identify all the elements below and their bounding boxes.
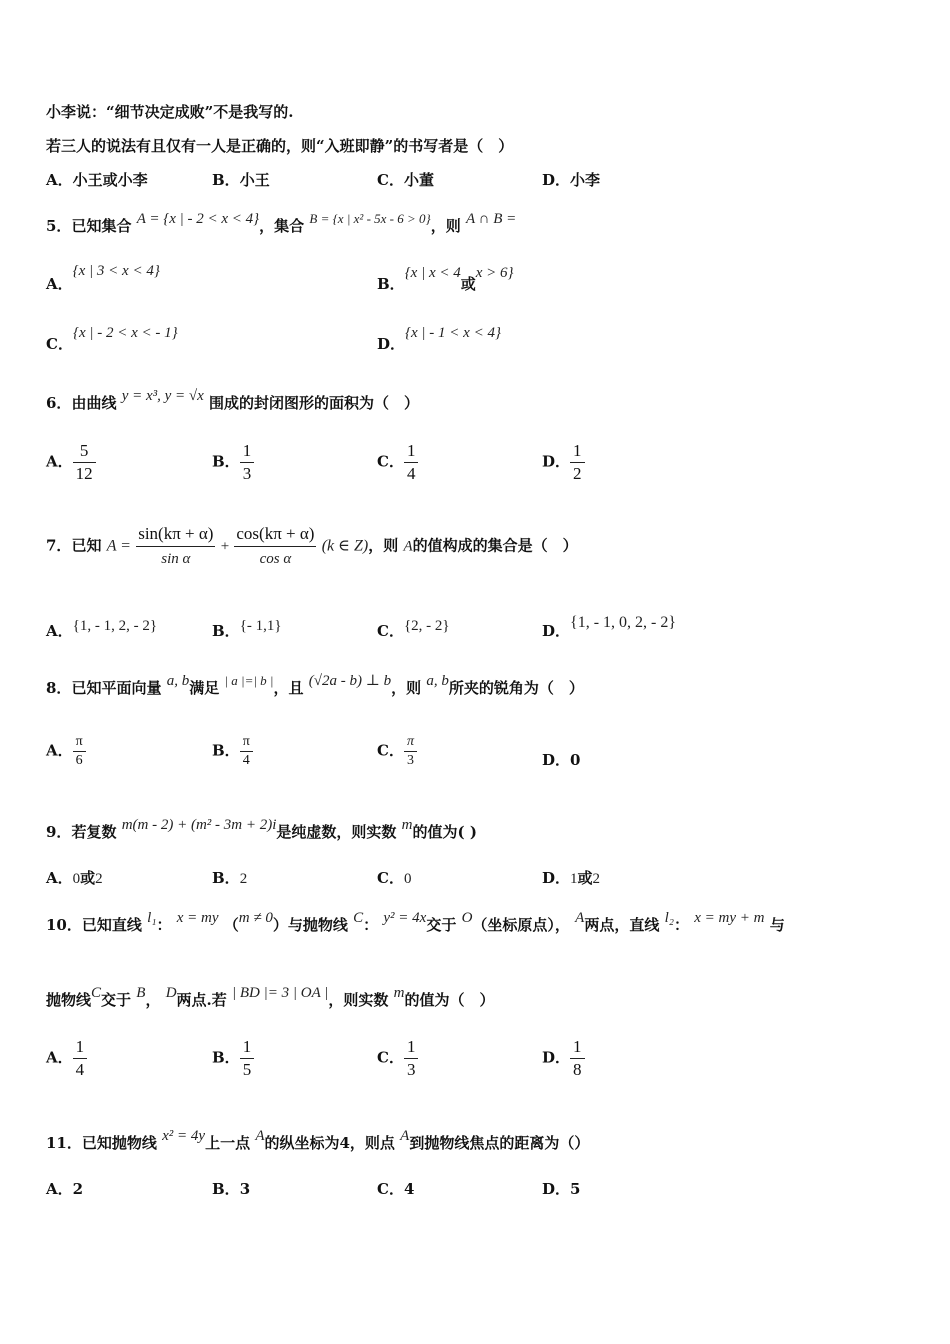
q4-option-b[interactable]: B．小王 — [212, 171, 270, 189]
q11-option-c[interactable]: C．4 — [377, 1180, 415, 1198]
q9-option-d[interactable]: D．1或2 — [542, 869, 601, 887]
q4-option-c[interactable]: C．小董 — [377, 171, 434, 189]
q4-option-d[interactable]: D．小李 — [542, 171, 601, 189]
q8-option-d[interactable]: D．0 — [542, 751, 581, 769]
q9-stem: 9．若复数 m(m - 2) + (m² - 3m + 2)i是纯虚数，则实数 m的值为( ) — [46, 817, 477, 841]
q11-option-b[interactable]: B．3 — [212, 1180, 251, 1198]
q4-statement-li: 小李说：“细节决定成败”不是我写的. — [46, 103, 294, 121]
q7-option-a[interactable]: A．{1, - 1, 2, - 2} — [46, 618, 158, 640]
q5-expr: A ∩ B = — [465, 211, 517, 227]
q11-stem: 11．已知抛物线 x² = 4y上一点 A的纵坐标为4，则点 A到抛物线焦点的距离为（） — [46, 1128, 590, 1152]
q10-option-c[interactable]: C． $\frac{1}{3}$ — [377, 1036, 418, 1081]
q6-option-a[interactable]: A． $\frac{5}{12}$ — [46, 440, 96, 485]
q4-question: 若三人的说法有且仅有一人是正确的，则“入班即静”的书写者是（ ） — [46, 137, 514, 155]
q8-option-a[interactable]: A． $\frac{\pi}{6}$ — [46, 733, 86, 770]
q4-option-a[interactable]: A．小王或小李 — [46, 171, 148, 189]
q5-option-c[interactable]: C．{x | - 2 < x < - 1} — [46, 325, 178, 353]
q10-stem-line1: 10．已知直线 l₁： x = my （m ≠ 0）与抛物线 C： y² = 4x交于 O（坐标原点）， A两点，直线 l₂： x = my + m 与 — [46, 910, 785, 934]
q9-option-a[interactable]: A．0或2 — [46, 869, 103, 887]
q7-stem: 7．已知 A = $\frac{\sin(k\pi + \alpha)}{\text{sin α}}$ + $\frac{\cos(k\pi + \alpha)}{\text{cos α}}$ (k ∈ Z)，则 A的值构成的集合是（ ） — [46, 522, 578, 571]
q5-set-a: A = {x | - 2 < x < 4} — [136, 211, 260, 227]
q8-option-c[interactable]: C． $\frac{\pi}{3}$ — [377, 733, 417, 770]
q6-stem: 6．由曲线 y = x³, y = √x 围成的封闭图形的面积为（ ） — [46, 388, 420, 412]
q8-option-b[interactable]: B． $\frac{\pi}{4}$ — [212, 733, 253, 770]
q11-option-a[interactable]: A．2 — [46, 1180, 84, 1198]
q9-option-c[interactable]: C．0 — [377, 869, 412, 887]
q5-option-b[interactable]: B．{x | x < 4或x > 6} — [377, 265, 514, 293]
q5-option-d[interactable]: D．{x | - 1 < x < 4} — [377, 325, 501, 353]
q10-stem-line2: 抛物线C交于 B， D两点.若 | BD |= 3 | OA |，则实数 m的值为（ ） — [46, 985, 495, 1009]
q11-option-d[interactable]: D．5 — [542, 1180, 581, 1198]
q7-fraction-cos: $\frac{\cos(k\pi + \alpha)}{\text{cos α}}$ — [236, 524, 315, 567]
q7-option-d[interactable]: D．{1, - 1, 0, 2, - 2} — [542, 614, 677, 640]
q10-option-a[interactable]: A． $\frac{1}{4}$ — [46, 1036, 87, 1081]
q8-stem: 8．已知平面向量 a, b满足 | a |=| b |，且 (√2a - b) ⊥ b，则 a, b所夹的锐角为（ ） — [46, 673, 584, 697]
q7-fraction-sin: $\frac{\sin(k\pi + \alpha)}{\text{sin α}}$ — [138, 524, 214, 567]
q7-option-c[interactable]: C．{2, - 2} — [377, 618, 450, 640]
q5-set-b: B = {x | x² - 5x - 6 > 0} — [309, 211, 431, 226]
q6-curves: y = x³, y = √x — [121, 388, 204, 404]
q6-option-d[interactable]: D． $\frac{1}{2}$ — [542, 440, 585, 485]
q10-option-d[interactable]: D． $\frac{1}{8}$ — [542, 1036, 585, 1081]
q7-option-b[interactable]: B．{- 1,1} — [212, 618, 282, 640]
q6-option-b[interactable]: B． $\frac{1}{3}$ — [212, 440, 254, 485]
q10-option-b[interactable]: B． $\frac{1}{5}$ — [212, 1036, 254, 1081]
q6-option-c[interactable]: C． $\frac{1}{4}$ — [377, 440, 418, 485]
q5-option-a[interactable]: A．{x | 3 < x < 4} — [46, 263, 160, 293]
q9-complex-expr: m(m - 2) + (m² - 3m + 2)i — [121, 817, 277, 833]
q5-stem: 5．已知集合 A = {x | - 2 < x < 4}，集合 B = {x | x² - 5x - 6 > 0}，则 A ∩ B = — [46, 211, 517, 235]
q9-option-b[interactable]: B．2 — [212, 869, 248, 887]
